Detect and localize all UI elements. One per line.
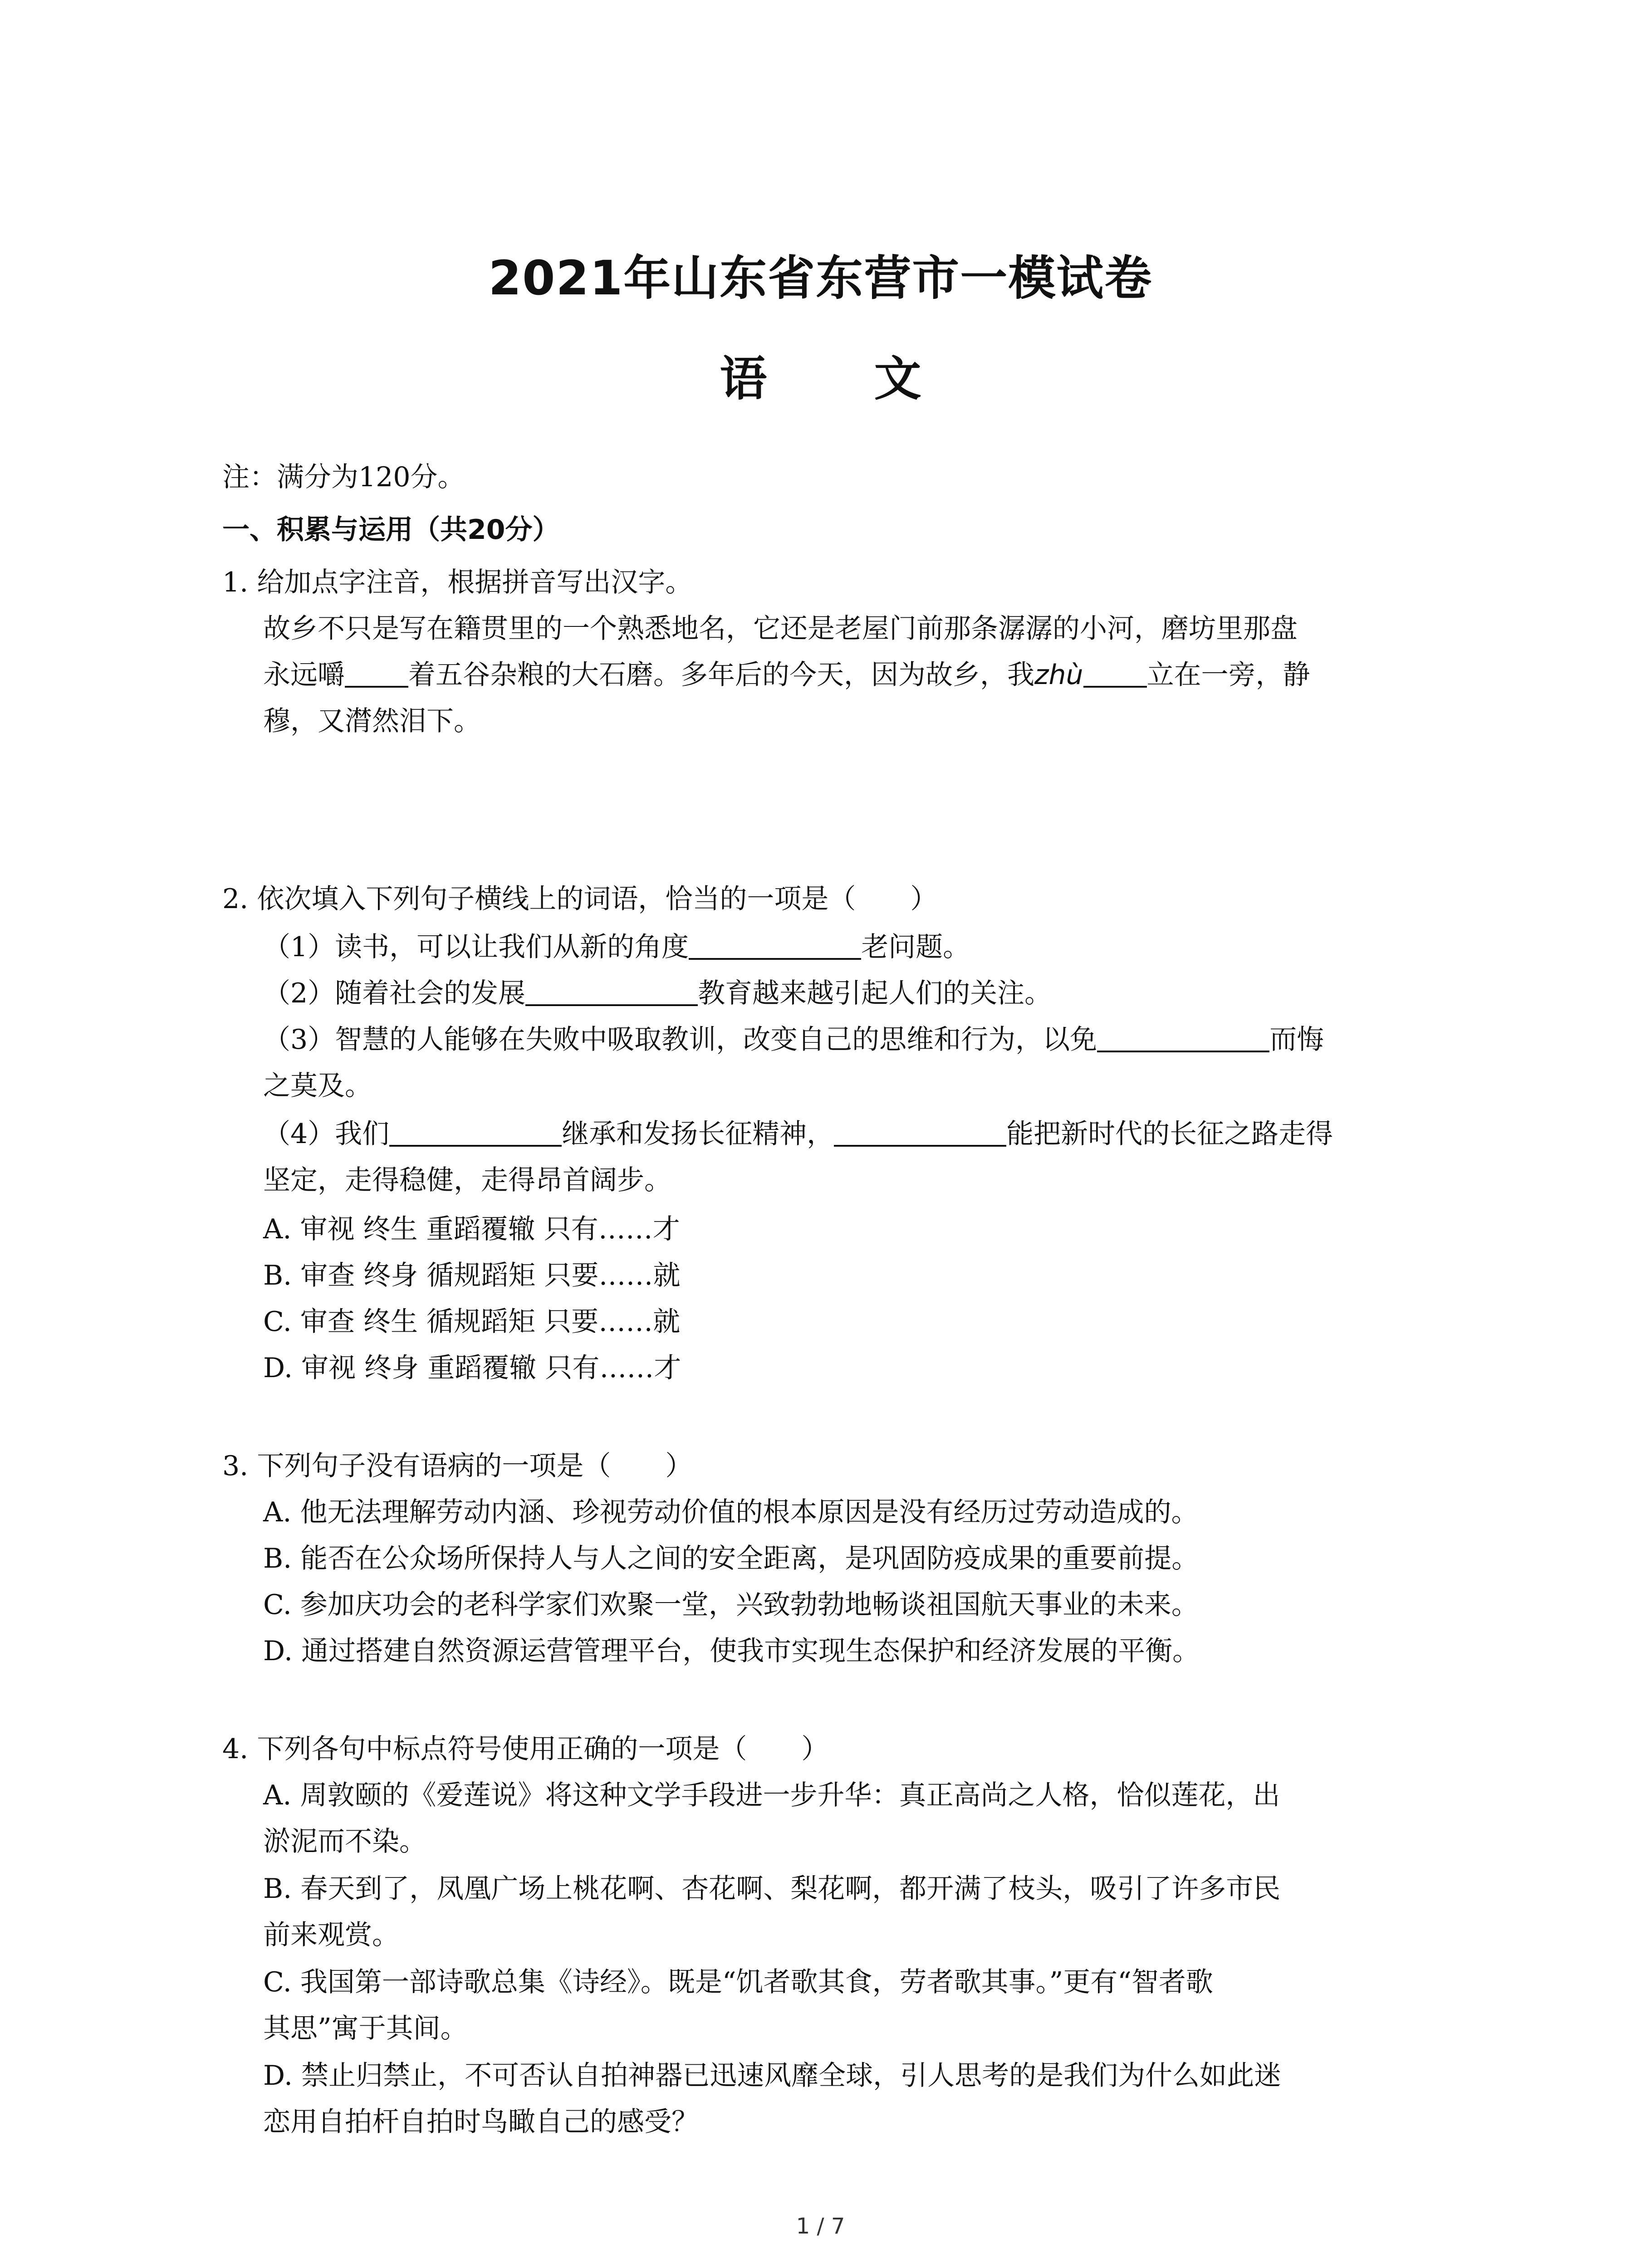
question-2-sentence bbox=[263, 970, 1497, 1017]
passage-text: 立在一旁，静 bbox=[1146, 659, 1310, 691]
option-c-cont: 其思”寓于其间。 bbox=[263, 2013, 468, 2044]
option-b: B. 能否在公众场所保持人与人之间的安全距离，是巩固防疫成果的重要前提。 bbox=[263, 1543, 1199, 1574]
score-note: 注：满分为120分。 bbox=[222, 461, 465, 493]
option-b-cont: 前来观赏。 bbox=[263, 1919, 399, 1951]
answer-blank[interactable] bbox=[689, 929, 861, 960]
option-b: B. 审查 终身 循规蹈矩 只要……就 bbox=[263, 1260, 681, 1291]
question-1-passage-line: 故乡不只是写在籍贯里的一个熟悉地名，它还是老屋门前那条潺潺的小河，磨坊里那盘 bbox=[263, 613, 1298, 645]
passage-text: 着五谷杂粮的大石磨。多年后的今天，因为故乡，我 bbox=[408, 659, 1034, 691]
sentence-text: 而悔 bbox=[1269, 1024, 1324, 1056]
sentence-text: 教育越来越引起人们的关注。 bbox=[698, 978, 1052, 1009]
answer-blank[interactable] bbox=[345, 657, 408, 688]
option-b: B. 春天到了，凤凰广场上桃花啊、杏花啊、梨花啊，都开满了枝头，吸引了许多市民 bbox=[263, 1873, 1281, 1905]
question-2-sentence-cont: 坚定，走得稳健，走得昂首阔步。 bbox=[263, 1164, 671, 1196]
page-number: 1 / 7 bbox=[796, 2214, 845, 2239]
exam-title: 2021年山东省东营市一模试卷 bbox=[488, 250, 1153, 306]
question-4-stem: 4. 下列各句中标点符号使用正确的一项是（ ） bbox=[222, 1733, 829, 1765]
sentence-text: （2）随着社会的发展 bbox=[263, 978, 526, 1009]
answer-blank[interactable] bbox=[525, 975, 698, 1006]
question-2-sentence bbox=[263, 1016, 1497, 1063]
question-2-sentence bbox=[263, 924, 1497, 971]
sentence-text: 能把新时代的长征之路走得 bbox=[1006, 1118, 1333, 1150]
sentence-text: （3）智慧的人能够在失败中吸取教训，改变自己的思维和行为，以免 bbox=[263, 1024, 1097, 1056]
sentence-text: （4）我们 bbox=[263, 1118, 390, 1150]
option-c: C. 参加庆功会的老科学家们欢聚一堂，兴致勃勃地畅谈祖国航天事业的未来。 bbox=[263, 1589, 1199, 1621]
passage-text: 永远嚼 bbox=[263, 659, 345, 691]
answer-blank[interactable] bbox=[1097, 1022, 1269, 1052]
option-d: D. 通过搭建自然资源运营管理平台，使我市实现生态保护和经济发展的平衡。 bbox=[263, 1635, 1200, 1667]
question-3-stem: 3. 下列句子没有语病的一项是（ ） bbox=[222, 1450, 693, 1482]
option-a: A. 周敦颐的《爱莲说》将这种文学手段进一步升华：真正高尚之人格，恰似莲花，出 bbox=[263, 1779, 1280, 1811]
pinyin-text: zhù bbox=[1034, 659, 1083, 691]
question-2-stem: 2. 依次填入下列句子横线上的词语，恰当的一项是（ ） bbox=[222, 883, 938, 915]
option-a-cont: 淤泥而不染。 bbox=[263, 1826, 426, 1857]
section-heading: 一、积累与运用（共20分） bbox=[222, 514, 560, 546]
option-a: A. 审视 终生 重蹈覆辙 只有……才 bbox=[263, 1213, 680, 1245]
option-c: C. 我国第一部诗歌总集《诗经》。既是“饥者歌其食，劳者歌其事。”更有“智者歌 bbox=[263, 1966, 1213, 1998]
question-1-stem: 1. 给加点字注音，根据拼音写出汉字。 bbox=[222, 567, 693, 598]
question-2-sentence-cont: 之莫及。 bbox=[263, 1070, 372, 1102]
answer-blank[interactable] bbox=[1083, 657, 1147, 688]
answer-blank[interactable] bbox=[389, 1116, 562, 1147]
sentence-text: 老问题。 bbox=[861, 931, 970, 963]
question-1-passage-line bbox=[263, 651, 1497, 699]
answer-blank[interactable] bbox=[834, 1116, 1006, 1147]
option-a: A. 他无法理解劳动内涵、珍视劳动价值的根本原因是没有经历过劳动造成的。 bbox=[263, 1496, 1199, 1528]
question-1-passage-line: 穆，又潸然泪下。 bbox=[263, 705, 481, 737]
option-c: C. 审查 终生 循规蹈矩 只要……就 bbox=[263, 1306, 681, 1338]
option-d: D. 禁止归禁止，不可否认自拍神器已迅速风靡全球，引人思考的是我们为什么如此迷 bbox=[263, 2060, 1282, 2092]
exam-subject: 语 文 bbox=[720, 351, 967, 406]
sentence-text: （1）读书，可以让我们从新的角度 bbox=[263, 931, 689, 963]
option-d-cont: 恋用自拍杆自拍时鸟瞰自己的感受？ bbox=[263, 2106, 699, 2138]
question-2-sentence bbox=[263, 1110, 1497, 1158]
sentence-text: 继承和发扬长征精神， bbox=[562, 1118, 834, 1150]
option-d: D. 审视 终身 重蹈覆辙 只有……才 bbox=[263, 1352, 681, 1384]
